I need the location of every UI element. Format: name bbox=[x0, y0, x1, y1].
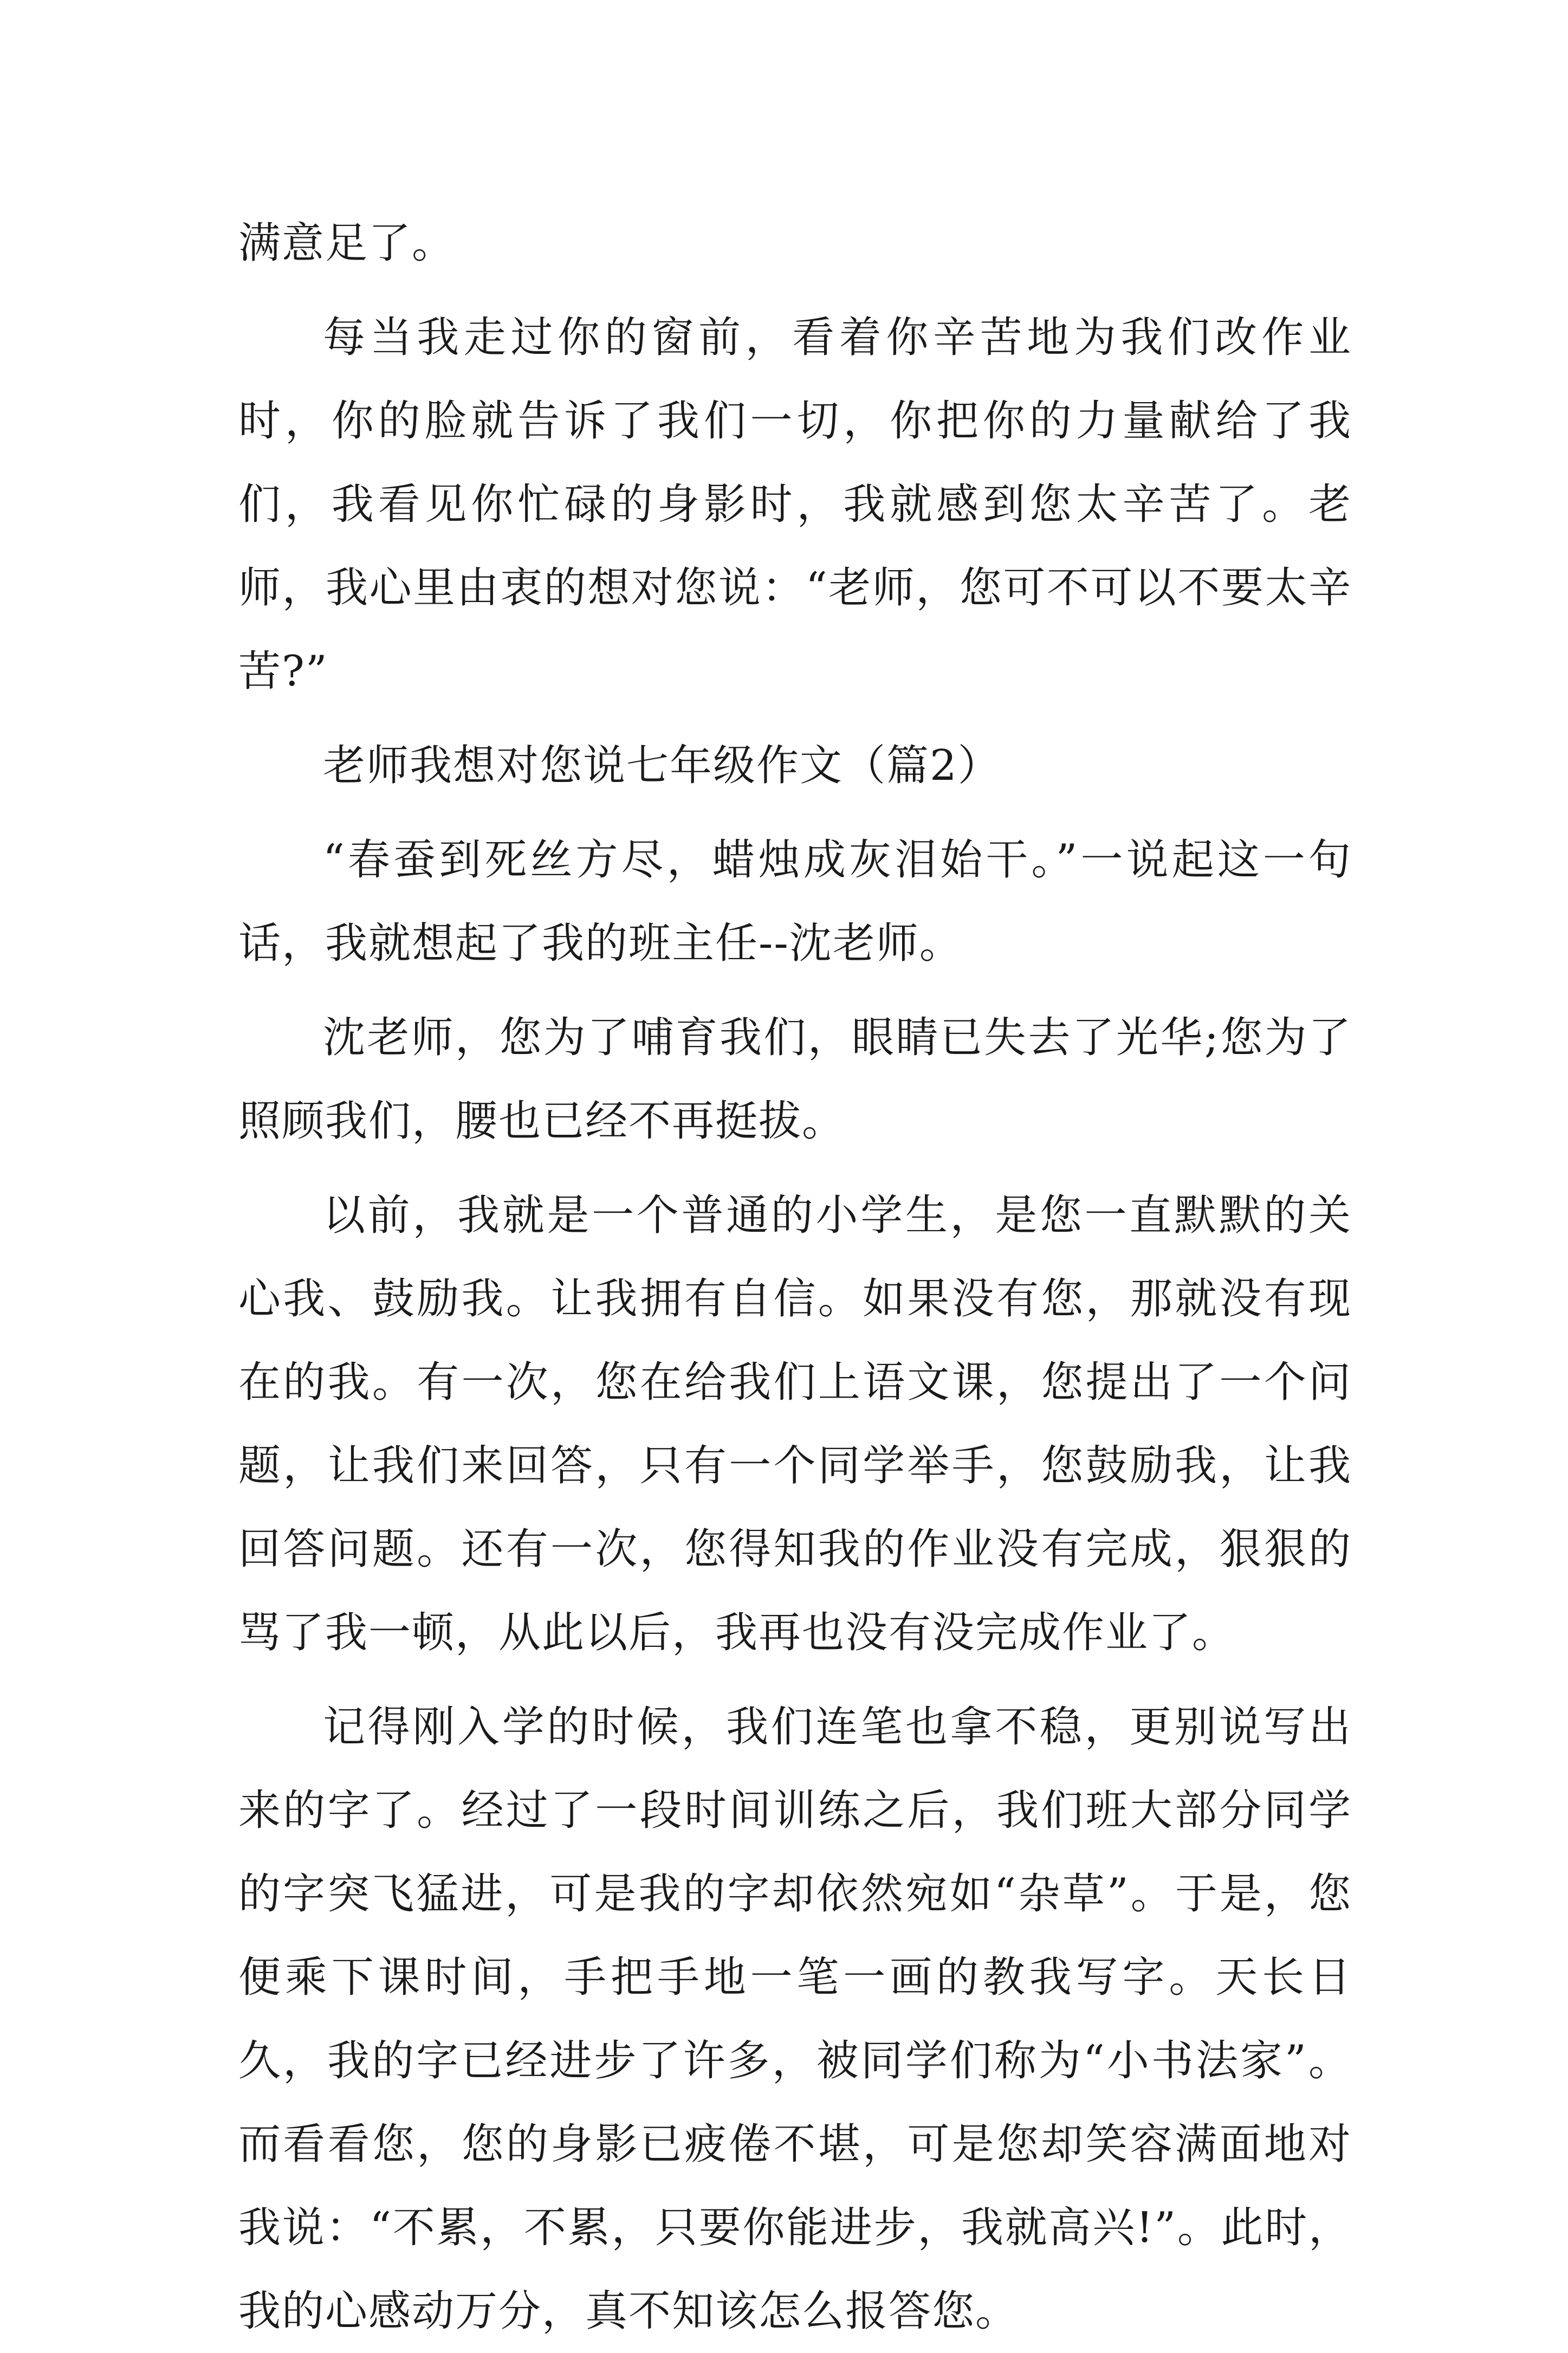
paragraph-window-scene: 每当我走过你的窗前，看着你辛苦地为我们改作业时，你的脸就告诉了我们一切，你把你的力量献给了我们，我看见你忙碌的身影时，我就感到您太辛苦了。老师，我心里由衷的想对您说：“老师，您可不可以不要太辛苦?” bbox=[238, 313, 1352, 696]
paragraph-teacher-sacrifice: 沈老师，您为了哺育我们，眼睛已失去了光华;您为了照顾我们，腰也已经不再挺拔。 bbox=[238, 1013, 1352, 1146]
document-body bbox=[238, 202, 1352, 2353]
paragraph-encouragement: 以前，我就是一个普通的小学生，是您一直默默的关心我、鼓励我。让我拥有自信。如果没有您，那就没有现在的我。有一次，您在给我们上语文课，您提出了一个问题，让我们来回答，只有一个同学举手，您鼓励我，让我回答问题。还有一次，您得知我的作业没有完成，狠狠的骂了我一顿，从此以后，我再也没有没完成作业了。 bbox=[238, 1191, 1352, 1657]
essay-heading-part-2: 老师我想对您说七年级作文（篇2） bbox=[323, 741, 1001, 790]
paragraph-handwriting: 记得刚入学的时候，我们连笔也拿不稳，更别说写出来的字了。经过了一段时间训练之后，我们班大部分同学的字突飞猛进，可是我的字却依然宛如“杂草”。于是，您便乘下课时间，手把手地一笔一画的教我写字。天长日久，我的字已经进步了许多，被同学们称为“小书法家”。而看看您，您的身影已疲倦不堪，可是您却笑容满面地对我说：“不累，不累，只要你能进步，我就高兴!”。此时，我的心感动万分，真不知该怎么报答您。 bbox=[238, 1703, 1352, 2336]
paragraph-poem-quote: “春蚕到死丝方尽，蜡烛成灰泪始干。”一说起这一句话，我就想起了我的班主任--沈老师。 bbox=[238, 836, 1352, 968]
paragraph-continuation: 满意足了。 bbox=[238, 219, 456, 268]
